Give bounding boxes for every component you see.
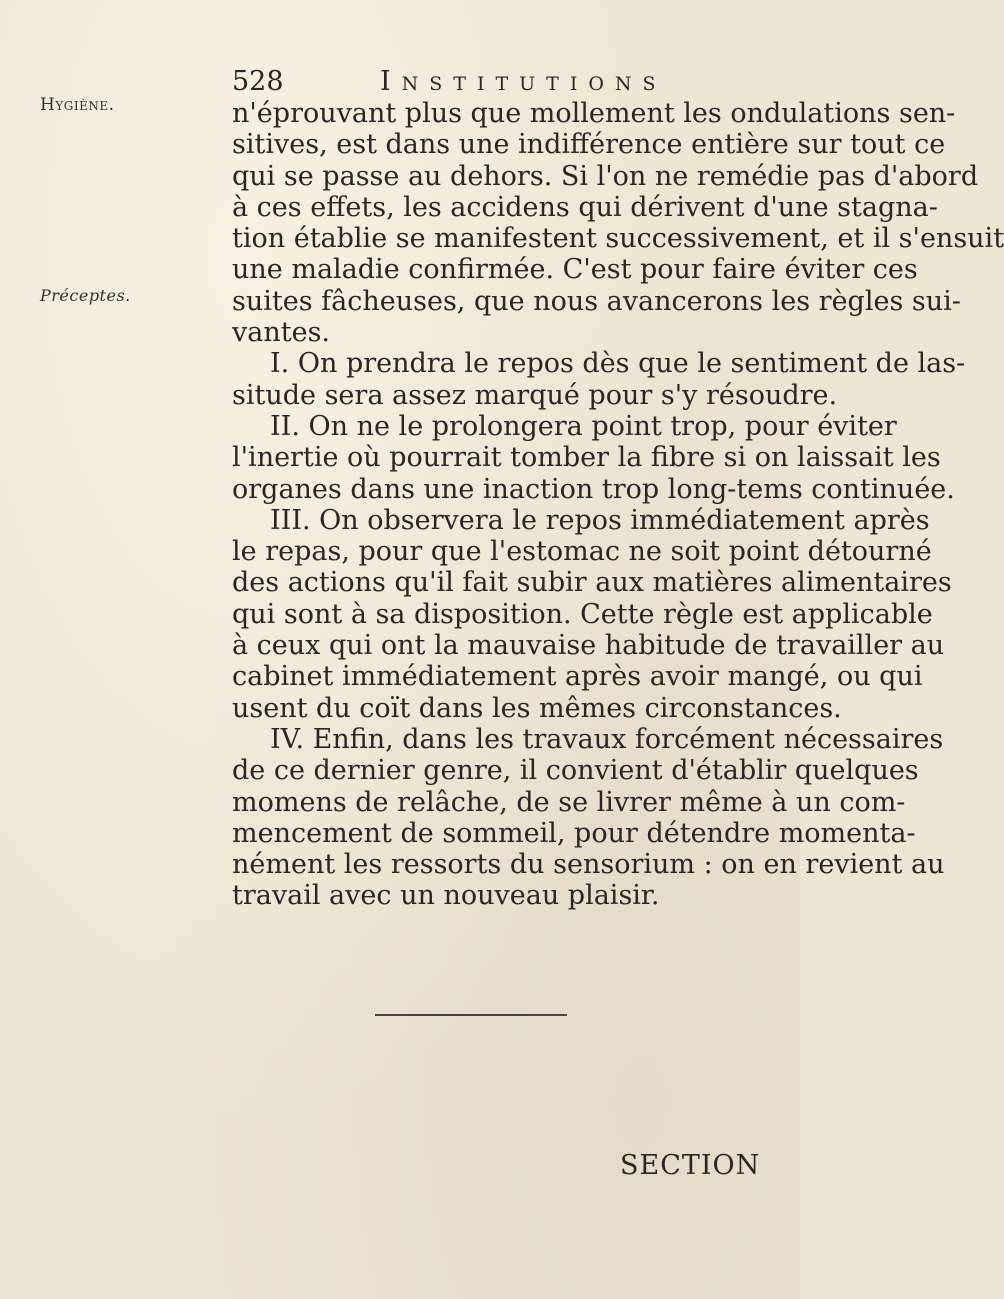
text-line: l'inertie où pourrait tomber la fibre si on laissait les bbox=[232, 442, 941, 474]
text-line: le repas, pour que l'estomac ne soit point détourné bbox=[232, 536, 932, 568]
margin-note-hygiene: Hygiène. bbox=[40, 95, 115, 115]
text-line: cabinet immédiatement après avoir mangé, ou qui bbox=[232, 661, 923, 693]
text-line: à ces effets, les accidens qui dérivent d'une stagna- bbox=[232, 191, 938, 223]
text-line: qui sont à sa disposition. Cette règle est applicable bbox=[232, 598, 933, 630]
text-line: tion établie se manifestent successivement, et il s'ensuit bbox=[232, 223, 1004, 255]
text-line: situde sera assez marqué pour s'y résoudre. bbox=[232, 379, 838, 411]
precept-3-line: III. On observera le repos immédiatement après bbox=[270, 504, 930, 536]
text-line: nément les ressorts du sensorium : on en revient au bbox=[232, 849, 945, 881]
precept-2-line: II. On ne le prolongera point trop, pour éviter bbox=[270, 410, 897, 442]
text-line: de ce dernier genre, il convient d'établir quelques bbox=[232, 755, 919, 787]
text-line: sitives, est dans une indifférence entière sur tout ce bbox=[232, 129, 946, 161]
page-number: 528 bbox=[232, 66, 284, 97]
page-header bbox=[232, 64, 772, 100]
text-line: vantes. bbox=[232, 317, 331, 349]
text-line: organes dans une inaction trop long-tems continuée. bbox=[232, 473, 955, 505]
text-line: une maladie confirmée. C'est pour faire éviter ces bbox=[232, 254, 918, 286]
section-divider bbox=[375, 1014, 567, 1016]
precept-4-line: IV. Enfin, dans les travaux forcément nécessaires bbox=[270, 723, 944, 755]
body-text bbox=[232, 98, 1004, 912]
text-line: suites fâcheuses, que nous avancerons les règles sui- bbox=[232, 285, 961, 317]
text-line: travail avec un nouveau plaisir. bbox=[232, 880, 660, 912]
running-title: Institutions bbox=[380, 66, 667, 97]
text-line: n'éprouvant plus que mollement les ondulations sen- bbox=[232, 98, 956, 129]
catchword: SECTION bbox=[620, 1150, 761, 1181]
text-line: des actions qu'il fait subir aux matières alimentaires bbox=[232, 567, 952, 599]
text-line: mencement de sommeil, pour détendre momenta- bbox=[232, 817, 916, 849]
text-line: momens de relâche, de se livrer même à un com- bbox=[232, 786, 906, 818]
precept-1-line: I. On prendra le repos dès que le sentiment de las- bbox=[270, 348, 966, 380]
margin-note-preceptes: Préceptes. bbox=[40, 286, 131, 305]
text-line: qui se passe au dehors. Si l'on ne remédie pas d'abord bbox=[232, 160, 979, 192]
text-line: à ceux qui ont la mauvaise habitude de travailler au bbox=[232, 630, 945, 662]
text-line: usent du coït dans les mêmes circonstances. bbox=[232, 692, 842, 724]
